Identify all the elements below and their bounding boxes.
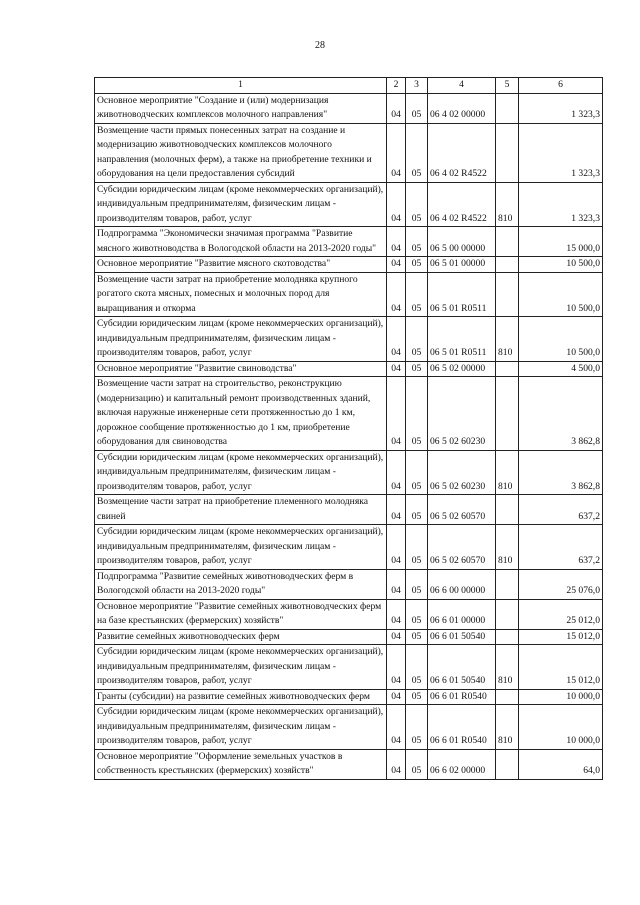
- cell-section: 04: [387, 705, 406, 750]
- cell-target-article: 06 6 01 R0540: [428, 689, 496, 705]
- cell-subsection: 05: [406, 629, 428, 645]
- table-row: [95, 629, 603, 645]
- cell-amount: 637,2: [519, 495, 603, 525]
- cell-subsection: 05: [406, 361, 428, 377]
- cell-subsection: 05: [406, 645, 428, 690]
- cell-expense-type: [496, 495, 519, 525]
- cell-name: Возмещение части затрат на приобретение племенного молодняка свиней: [95, 495, 387, 525]
- cell-name: Гранты (субсидии) на развитие семейных животноводческих ферм: [95, 689, 387, 705]
- cell-section: 04: [387, 377, 406, 451]
- cell-name: Развитие семейных животноводческих ферм: [95, 629, 387, 645]
- table-row: [95, 93, 603, 123]
- table-row: [95, 123, 603, 182]
- cell-amount: 637,2: [519, 525, 603, 570]
- table-row: [95, 361, 603, 377]
- cell-name: Основное мероприятие "Развитие семейных животноводческих ферм на базе крестьянских (фермерских) хозяйств": [95, 599, 387, 629]
- table-row: [95, 257, 603, 273]
- header-cell-expense-type: 5: [496, 78, 519, 94]
- cell-amount: 10 000,0: [519, 705, 603, 750]
- cell-section: 04: [387, 689, 406, 705]
- cell-amount: 10 500,0: [519, 317, 603, 362]
- cell-amount: 15 000,0: [519, 227, 603, 257]
- cell-amount: 10 500,0: [519, 257, 603, 273]
- cell-subsection: 05: [406, 689, 428, 705]
- cell-subsection: 05: [406, 450, 428, 495]
- cell-subsection: 05: [406, 525, 428, 570]
- cell-section: 04: [387, 257, 406, 273]
- table-row: [95, 705, 603, 750]
- cell-section: 04: [387, 629, 406, 645]
- cell-expense-type: [496, 599, 519, 629]
- cell-subsection: 05: [406, 705, 428, 750]
- cell-expense-type: 810: [496, 525, 519, 570]
- cell-amount: 4 500,0: [519, 361, 603, 377]
- cell-target-article: 06 6 01 R0540: [428, 705, 496, 750]
- cell-expense-type: [496, 123, 519, 182]
- cell-section: 04: [387, 599, 406, 629]
- cell-target-article: 06 5 01 R0511: [428, 317, 496, 362]
- header-cell-name: 1: [95, 78, 387, 94]
- cell-section: 04: [387, 93, 406, 123]
- cell-name: Субсидии юридическим лицам (кроме некоммерческих организаций), индивидуальным предпринимателям, физическим лицам - производителям товаров, работ, услуг: [95, 450, 387, 495]
- cell-expense-type: [496, 629, 519, 645]
- cell-target-article: 06 5 02 60230: [428, 377, 496, 451]
- header-cell-subsection: 3: [406, 78, 428, 94]
- cell-amount: 25 076,0: [519, 569, 603, 599]
- cell-expense-type: 810: [496, 705, 519, 750]
- table-row: [95, 450, 603, 495]
- cell-target-article: 06 6 01 50540: [428, 629, 496, 645]
- table-row: [95, 645, 603, 690]
- cell-subsection: 05: [406, 749, 428, 779]
- cell-expense-type: [496, 749, 519, 779]
- cell-name: Субсидии юридическим лицам (кроме некоммерческих организаций), индивидуальным предпринимателям, физическим лицам - производителям товаров, работ, услуг: [95, 645, 387, 690]
- cell-target-article: 06 6 01 00000: [428, 599, 496, 629]
- table-row: [95, 525, 603, 570]
- cell-target-article: 06 6 02 00000: [428, 749, 496, 779]
- cell-subsection: 05: [406, 93, 428, 123]
- cell-section: 04: [387, 317, 406, 362]
- cell-target-article: 06 5 02 60570: [428, 495, 496, 525]
- table-row: [95, 272, 603, 317]
- cell-expense-type: [496, 227, 519, 257]
- table-row: [95, 689, 603, 705]
- cell-name: Основное мероприятие "Развитие мясного скотоводства": [95, 257, 387, 273]
- table-row: [95, 495, 603, 525]
- cell-name: Возмещение части прямых понесенных затрат на создание и модернизацию животноводческих комплексов молочного направления (молочных ферм), а также на приобретение техники и оборудования на цели предоставления субсидий: [95, 123, 387, 182]
- cell-amount: 10 500,0: [519, 272, 603, 317]
- cell-expense-type: [496, 257, 519, 273]
- cell-amount: 15 012,0: [519, 629, 603, 645]
- cell-section: 04: [387, 123, 406, 182]
- cell-target-article: 06 5 00 00000: [428, 227, 496, 257]
- cell-name: Субсидии юридическим лицам (кроме некоммерческих организаций), индивидуальным предпринимателям, физическим лицам - производителям товаров, работ, услуг: [95, 525, 387, 570]
- cell-name: Основное мероприятие "Создание и (или) модернизация животноводческих комплексов молочного направления": [95, 93, 387, 123]
- cell-subsection: 05: [406, 495, 428, 525]
- cell-target-article: 06 5 02 00000: [428, 361, 496, 377]
- header-cell-target-article: 4: [428, 78, 496, 94]
- cell-subsection: 05: [406, 317, 428, 362]
- cell-section: 04: [387, 450, 406, 495]
- cell-amount: 1 323,3: [519, 123, 603, 182]
- page-number: 28: [315, 40, 325, 51]
- cell-amount: 1 323,3: [519, 182, 603, 227]
- table-row: [95, 182, 603, 227]
- cell-name: Субсидии юридическим лицам (кроме некоммерческих организаций), индивидуальным предпринимателям, физическим лицам - производителям товаров, работ, услуг: [95, 182, 387, 227]
- cell-section: 04: [387, 361, 406, 377]
- cell-subsection: 05: [406, 569, 428, 599]
- cell-expense-type: [496, 361, 519, 377]
- cell-expense-type: [496, 569, 519, 599]
- cell-target-article: 06 4 02 R4522: [428, 123, 496, 182]
- cell-subsection: 05: [406, 257, 428, 273]
- cell-target-article: 06 6 00 00000: [428, 569, 496, 599]
- cell-name: Подпрограмма "Экономически значимая программа "Развитие мясного животноводства в Вологодской области на 2013-2020 годы": [95, 227, 387, 257]
- header-cell-amount: 6: [519, 78, 603, 94]
- cell-expense-type: [496, 93, 519, 123]
- cell-target-article: 06 5 02 60570: [428, 525, 496, 570]
- cell-amount: 3 862,8: [519, 377, 603, 451]
- table-row: [95, 569, 603, 599]
- cell-name: Субсидии юридическим лицам (кроме некоммерческих организаций), индивидуальным предпринимателям, физическим лицам - производителям товаров, работ, услуг: [95, 317, 387, 362]
- cell-name: Основное мероприятие "Оформление земельных участков в собственность крестьянских (фермерских) хозяйств": [95, 749, 387, 779]
- cell-section: 04: [387, 525, 406, 570]
- cell-amount: 25 012,0: [519, 599, 603, 629]
- cell-expense-type: 810: [496, 317, 519, 362]
- cell-target-article: 06 5 01 00000: [428, 257, 496, 273]
- cell-section: 04: [387, 749, 406, 779]
- cell-expense-type: [496, 377, 519, 451]
- cell-target-article: 06 5 01 R0511: [428, 272, 496, 317]
- cell-target-article: 06 4 02 R4522: [428, 182, 496, 227]
- cell-expense-type: 810: [496, 645, 519, 690]
- cell-amount: 3 862,8: [519, 450, 603, 495]
- cell-expense-type: 810: [496, 182, 519, 227]
- cell-subsection: 05: [406, 599, 428, 629]
- table-row: [95, 227, 603, 257]
- cell-name: Возмещение части затрат на приобретение молодняка крупного рогатого скота мясных, помесных и молочных пород для выращивания и откорма: [95, 272, 387, 317]
- cell-name: Подпрограмма "Развитие семейных животноводческих ферм в Вологодской области на 2013-2020 годы": [95, 569, 387, 599]
- cell-section: 04: [387, 227, 406, 257]
- cell-amount: 1 323,3: [519, 93, 603, 123]
- cell-target-article: 06 5 02 60230: [428, 450, 496, 495]
- table-row: [95, 599, 603, 629]
- cell-expense-type: [496, 689, 519, 705]
- cell-section: 04: [387, 495, 406, 525]
- cell-target-article: 06 6 01 50540: [428, 645, 496, 690]
- cell-amount: 10 000,0: [519, 689, 603, 705]
- cell-amount: 64,0: [519, 749, 603, 779]
- table-row: [95, 749, 603, 779]
- cell-expense-type: 810: [496, 450, 519, 495]
- cell-section: 04: [387, 272, 406, 317]
- cell-subsection: 05: [406, 182, 428, 227]
- cell-section: 04: [387, 182, 406, 227]
- cell-name: Возмещение части затрат на строительство, реконструкцию (модернизацию) и капитальный ремонт производственных зданий, включая наружные инженерные сети протяженностью до 1 км, дорожное сообщение протяженностью до 1 км, приобретение оборудования для свиноводства: [95, 377, 387, 451]
- cell-subsection: 05: [406, 123, 428, 182]
- cell-subsection: 05: [406, 272, 428, 317]
- cell-section: 04: [387, 645, 406, 690]
- cell-subsection: 05: [406, 227, 428, 257]
- cell-amount: 15 012,0: [519, 645, 603, 690]
- cell-section: 04: [387, 569, 406, 599]
- table-header-row: [95, 78, 603, 94]
- table-row: [95, 377, 603, 451]
- cell-target-article: 06 4 02 00000: [428, 93, 496, 123]
- cell-expense-type: [496, 272, 519, 317]
- budget-table: [94, 77, 603, 780]
- cell-name: Субсидии юридическим лицам (кроме некоммерческих организаций), индивидуальным предпринимателям, физическим лицам - производителям товаров, работ, услуг: [95, 705, 387, 750]
- cell-subsection: 05: [406, 377, 428, 451]
- header-cell-section: 2: [387, 78, 406, 94]
- table-row: [95, 317, 603, 362]
- cell-name: Основное мероприятие "Развитие свиноводства": [95, 361, 387, 377]
